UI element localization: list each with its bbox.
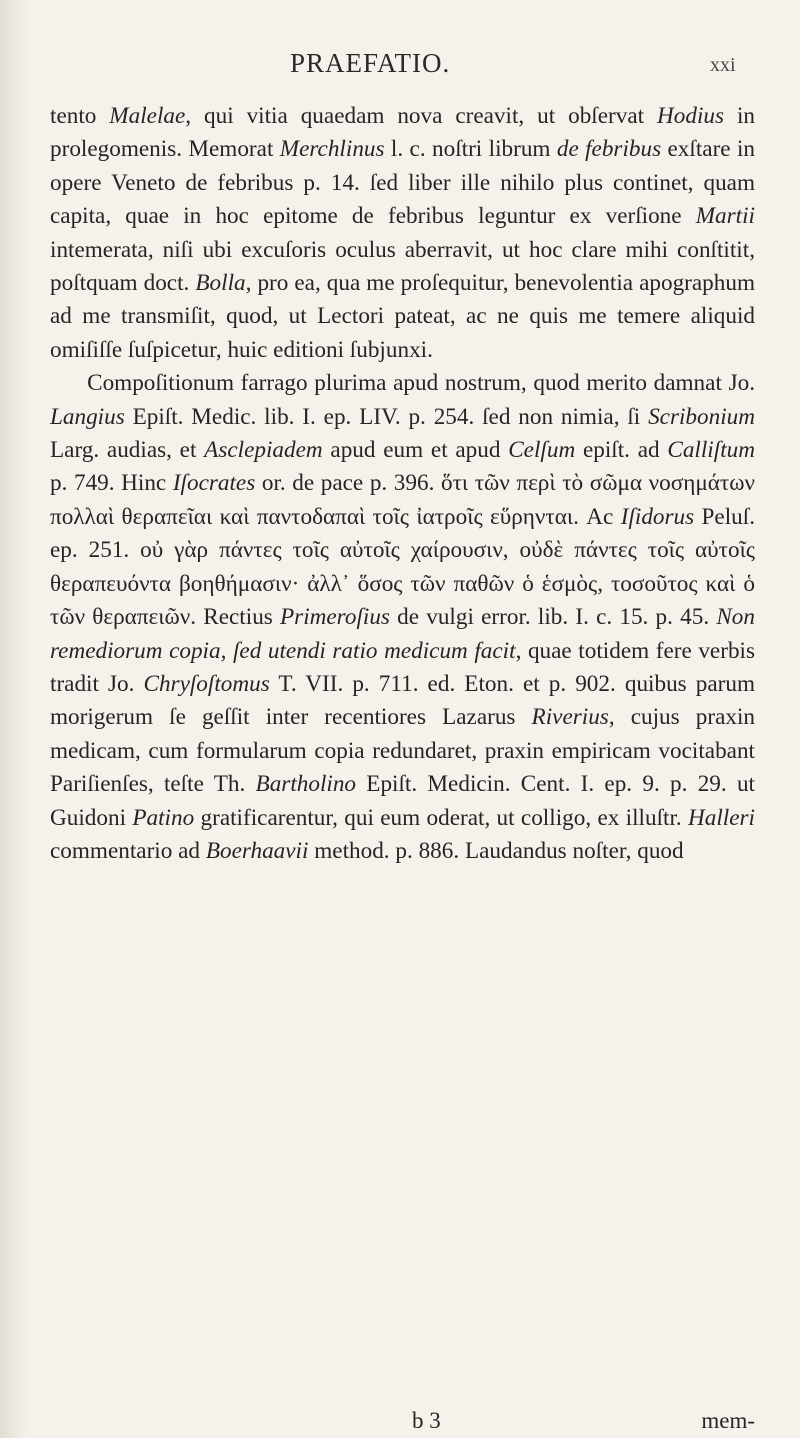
italic-run: Scribonium <box>648 403 755 430</box>
signature-mark: b 3 <box>412 1408 441 1433</box>
page-number: xxi <box>710 54 736 76</box>
text-run: , cujus praxin medicam, cum formularum copia redundaret, praxin empiricam vocitabant Pariſienſes, teſte Th. <box>50 704 755 798</box>
text-run: commentario ad <box>50 837 206 864</box>
italic-run: Celſum <box>508 437 576 464</box>
italic-run: Hodius <box>657 103 725 129</box>
page-footer <box>50 1408 755 1438</box>
italic-run: Merchlinus <box>279 136 385 163</box>
text-run: method. p. 886. Laudandus noſter, quod <box>308 837 684 864</box>
catchword: mem- <box>701 1408 755 1433</box>
text-run: gratificarentur, qui eum oderat, ut colligo, ex illuſtr. <box>194 804 689 831</box>
italic-run: Asclepiadem <box>204 437 323 464</box>
text-run: epiſt. ad <box>575 437 668 464</box>
text-run: p. 749. Hinc <box>50 470 173 497</box>
text-run: in prolegomenis. Memorat <box>50 103 755 163</box>
italic-run: Non remediorum copia, ſed utendi ratio medicum facit <box>50 604 755 664</box>
italic-run: Chryſoſtomus <box>143 670 270 697</box>
running-head: PRAEFATIO. <box>290 48 451 78</box>
text-run: Epiſt. Medic. lib. I. ep. LIV. p. 254. ſed non nimia, ſi <box>124 403 649 430</box>
text-run: T. VII. p. 711. ed. Eton. et p. 902. quibus parum morigerum ſe geſſit inter recentiores Lazarus <box>50 670 755 731</box>
italic-run: Langius <box>50 403 125 430</box>
italic-run: de febribus <box>556 136 662 163</box>
text-run: tento <box>50 103 110 129</box>
page-header <box>0 48 800 88</box>
text-run: , pro ea, qua me proſequitur, benevolentia apographum ad me transmiſit, quod, ut Lectori pateat, ac ne quis me temere aliquid omiſiſſe ſuſpicetur, huic editioni ſubjunxi. <box>50 270 755 363</box>
text-run: exſtare in opere Veneto de febribus p. 14. ſed liber ille nihilo plus continet, quam capita, quae in hoc epitome de febribus leguntur ex verſione <box>50 136 755 230</box>
text-run: Larg. audias, et <box>50 437 205 464</box>
text-run: de vulgi error. lib. I. c. 15. p. 45. <box>389 604 717 631</box>
italic-run: Bartholino <box>255 771 357 798</box>
italic-run: Bolla <box>195 270 246 297</box>
paragraph-1 <box>50 100 755 367</box>
text-run: or. de pace p. 396. ὅτι τῶν περὶ τὸ σῶμα νοσημάτων πολλαὶ θεραπεῖαι καὶ παντοδαπαὶ τοῖς ἰατροῖς εὕρηνται. Ac <box>50 470 755 530</box>
text-run: , qui vitia quaedam nova creavit, ut obſervat <box>185 103 658 129</box>
italic-run: Riverius <box>531 704 609 731</box>
italic-run: Malelae <box>109 103 186 129</box>
text-run: Epiſt. Medicin. Cent. I. ep. 9. p. 29. ut Guidoni <box>50 771 755 831</box>
italic-run: Boerhaavii <box>205 837 309 864</box>
italic-run: Patino <box>132 804 195 831</box>
italic-run: Martii <box>695 203 755 230</box>
text-run: Peluſ. ep. 251. οὐ γὰρ πάντες τοῖς αὐτοῖς χαίρουσιν, οὐδὲ πάντες τοῖς αὐτοῖς θεραπευόντα βοηθήμασιν· ἀλλ᾽ ὅσος τῶν παθῶν ὁ ἑσμὸς, τοσοῦτος καὶ ὁ τῶν θεραπειῶν. Rectius <box>50 503 756 631</box>
italic-run: Iſocrates <box>172 470 256 497</box>
text-run: , quae totidem fere verbis tradit Jo. <box>50 637 755 697</box>
italic-run: Primeroſius <box>280 604 390 631</box>
italic-run: Halleri <box>688 804 755 831</box>
text-run: Compoſitionum farrago plurima apud nostrum, quod merito damnat Jo. <box>87 370 755 397</box>
text-run: apud eum et apud <box>322 437 509 464</box>
italic-run: Calliſtum <box>667 437 755 464</box>
text-run: l. c. noſtri librum <box>384 136 557 163</box>
page-gutter <box>0 0 28 1438</box>
text-run: intemerata, niſi ubi excuſoris oculus aberravit, ut hoc clare mihi conſtitit, poſtquam doct. <box>50 236 755 297</box>
body-text <box>50 100 755 868</box>
italic-run: Iſidorus <box>620 503 695 530</box>
paragraph-2 <box>50 367 755 868</box>
